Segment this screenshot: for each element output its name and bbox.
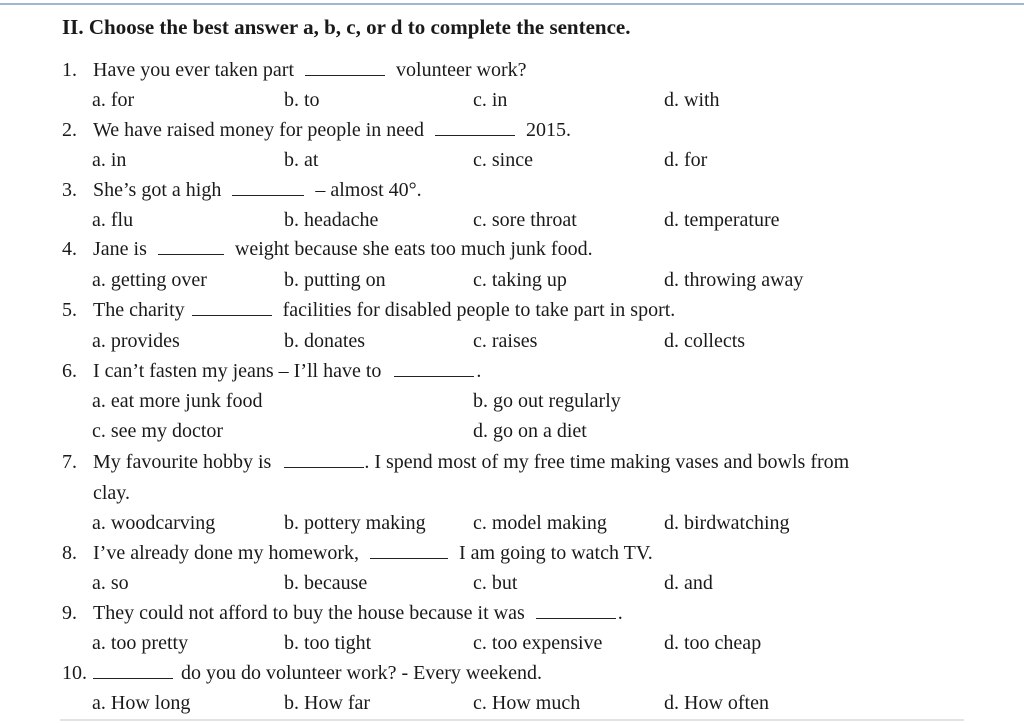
option-a: a. How long [92, 692, 191, 714]
option-a: a. for [92, 89, 135, 111]
question-text-before: They could not afford to buy the house because it was [93, 602, 525, 624]
question-number: 1. [62, 59, 77, 81]
question-text-after: – almost 40°. [315, 179, 422, 201]
bottom-divider [60, 719, 964, 721]
option-c: c. raises [473, 330, 538, 352]
option-c: c. How much [473, 692, 581, 714]
question-text-after: . [476, 360, 482, 382]
option-b: b. too tight [284, 632, 372, 654]
option-c: c. see my doctor [92, 420, 224, 442]
option-c: c. taking up [473, 269, 567, 291]
question-number: 6. [62, 360, 77, 382]
question-text-after: . I spend most of my free time making vases and bowls from [364, 451, 850, 473]
question-text-after: facilities for disabled people to take part in sport. [282, 299, 676, 321]
question-text-after: . [617, 602, 623, 624]
option-b: b. headache [284, 209, 379, 231]
option-a: a. eat more junk food [92, 390, 263, 412]
question-number: 2. [62, 119, 77, 141]
question-text-before: Jane is [93, 238, 147, 260]
option-b: b. putting on [284, 269, 386, 291]
answer-blank [232, 177, 304, 196]
option-b: b. go out regularly [473, 390, 621, 412]
option-a: a. provides [92, 330, 180, 352]
answer-blank [370, 540, 448, 559]
option-a: a. woodcarving [92, 512, 216, 534]
question-text-after: do you do volunteer work? - Every weekend. [181, 662, 542, 684]
question-number: 10. [62, 662, 87, 684]
option-b: b. to [284, 89, 320, 111]
option-a: a. getting over [92, 269, 207, 291]
question-text-after: volunteer work? [396, 59, 527, 81]
option-d: d. collects [664, 330, 746, 352]
option-a: a. so [92, 572, 129, 594]
answer-blank [158, 236, 224, 255]
question-number: 8. [62, 542, 77, 564]
question-number: 3. [62, 179, 77, 201]
answer-blank [305, 57, 385, 76]
question-text-after: I am going to watch TV. [459, 542, 653, 564]
question-text-before: She’s got a high [93, 179, 222, 201]
option-c: c. but [473, 572, 518, 594]
question-text-before: Have you ever taken part [93, 59, 295, 81]
answer-blank [284, 449, 364, 468]
question-number: 4. [62, 238, 77, 260]
option-d: d. throwing away [664, 269, 804, 291]
option-d: d. birdwatching [664, 512, 790, 534]
option-c: c. too expensive [473, 632, 603, 654]
option-b: b. because [284, 572, 368, 594]
question-text-after: 2015. [526, 119, 572, 141]
option-c: c. in [473, 89, 508, 111]
option-b: b. pottery making [284, 512, 426, 534]
answer-blank [394, 358, 474, 377]
option-a: a. flu [92, 209, 134, 231]
top-divider [0, 3, 1024, 5]
question-number: 5. [62, 299, 77, 321]
question-text-before: My favourite hobby is [93, 451, 272, 473]
option-d: d. and [664, 572, 713, 594]
option-b: b. donates [284, 330, 366, 352]
option-a: a. too pretty [92, 632, 189, 654]
question-number: 9. [62, 602, 77, 624]
option-c: c. since [473, 149, 533, 171]
option-d: d. with [664, 89, 720, 111]
option-d: d. temperature [664, 209, 780, 231]
option-d: d. too cheap [664, 632, 762, 654]
option-d: d. for [664, 149, 708, 171]
answer-blank [192, 297, 272, 316]
question-number: 7. [62, 451, 77, 473]
option-b: b. How far [284, 692, 371, 714]
question-text-before: I’ve already done my homework, [93, 542, 360, 564]
option-a: a. in [92, 149, 127, 171]
option-b: b. at [284, 149, 319, 171]
answer-blank [536, 600, 616, 619]
answer-blank [93, 660, 173, 679]
option-d: d. go on a diet [473, 420, 587, 442]
answer-blank [435, 117, 515, 136]
option-d: d. How often [664, 692, 769, 714]
question-continuation: clay. [93, 482, 131, 504]
question-text-before: We have raised money for people in need [93, 119, 425, 141]
question-text-before: I can’t fasten my jeans – I’ll have to [93, 360, 382, 382]
question-text-before: The charity [93, 299, 185, 321]
option-c: c. model making [473, 512, 607, 534]
option-c: c. sore throat [473, 209, 577, 231]
section-heading: II. Choose the best answer a, b, c, or d to complete the sentence. [62, 15, 631, 39]
question-text-after: weight because she eats too much junk food. [234, 238, 593, 260]
